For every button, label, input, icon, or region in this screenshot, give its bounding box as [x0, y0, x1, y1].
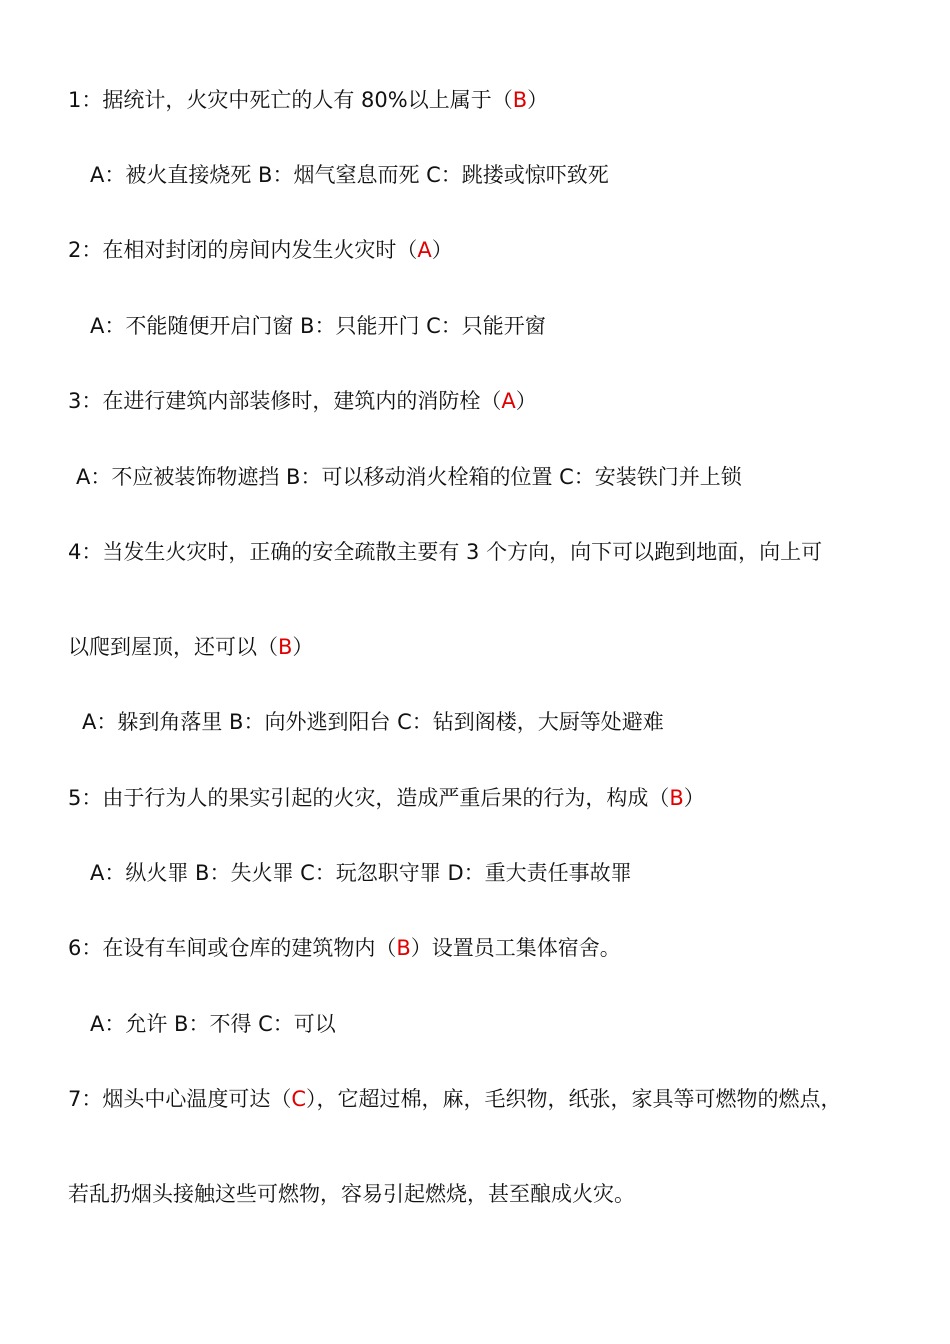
question-1-options: A：被火直接烧死 B：烟气窒息而死 C：跳搂或惊吓致死 [90, 163, 609, 187]
question-3-close: ） [515, 389, 537, 413]
question-6 [68, 934, 621, 962]
question-4-answer: B [278, 635, 293, 659]
question-3-options: A：不应被装饰物遮挡 B：可以移动消火栓箱的位置 C：安装铁门并上锁 [76, 465, 742, 489]
question-7-line2: 若乱扔烟头接触这些可燃物，容易引起燃烧，甚至酿成火灾。 [68, 1182, 635, 1206]
question-6-text: 6：在设有车间或仓库的建筑物内（ [68, 936, 397, 960]
question-4-options: A：躲到角落里 B：向外逃到阳台 C：钻到阁楼，大厨等处避难 [82, 710, 664, 734]
question-5 [68, 784, 705, 812]
question-6-answer: B [396, 936, 411, 960]
question-3 [68, 387, 537, 415]
question-5-answer: B [669, 786, 684, 810]
question-2-close: ） [431, 238, 453, 262]
question-7-rest: ），它超过棉，麻，毛织物，纸张，家具等可燃物的燃点， [306, 1087, 842, 1111]
question-7-line1 [68, 1085, 842, 1113]
question-6-options: A：允许 B：不得 C：可以 [90, 1012, 336, 1036]
question-4-text: 以爬到屋顶，还可以（ [68, 635, 278, 659]
question-5-options: A：纵火罪 B：失火罪 C：玩忽职守罪 D：重大责任事故罪 [90, 861, 632, 885]
question-7-text: 7：烟头中心温度可达（ [68, 1087, 292, 1111]
question-2-options: A：不能随便开启门窗 B：只能开门 C：只能开窗 [90, 314, 546, 338]
question-1-close: ） [527, 88, 549, 112]
question-2-text: 2：在相对封闭的房间内发生火灾时（ [68, 238, 418, 262]
question-1 [68, 86, 548, 114]
question-5-text: 5：由于行为人的果实引起的火灾，造成严重后果的行为，构成（ [68, 786, 670, 810]
question-2 [68, 236, 453, 264]
question-2-answer: A [417, 238, 432, 262]
question-1-answer: B [512, 88, 528, 112]
question-4-close: ） [292, 635, 314, 659]
question-7-answer: C [291, 1087, 307, 1111]
question-4-line1: 4：当发生火灾时，正确的安全疏散主要有 3 个方向，向下可以跑到地面，向上可 [68, 540, 823, 564]
question-1-text: 1：据统计，火灾中死亡的人有 80%以上属于（ [68, 88, 513, 112]
question-6-rest: ）设置员工集体宿舍。 [410, 936, 621, 960]
question-3-answer: A [501, 389, 516, 413]
question-3-text: 3：在进行建筑内部装修时，建筑内的消防栓（ [68, 389, 502, 413]
question-5-close: ） [683, 786, 705, 810]
question-4-line2 [68, 633, 313, 661]
